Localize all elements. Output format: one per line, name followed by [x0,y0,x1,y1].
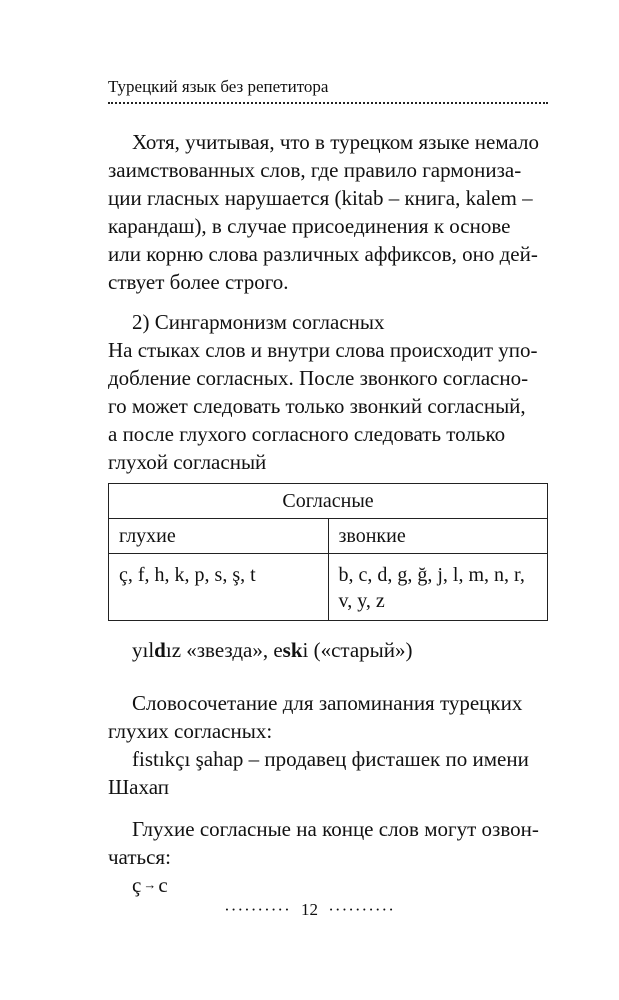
mnemonic-line: Словосочетание для запоминания турецких [132,691,523,715]
section2-line: добление согласных. После звонкого согласно- [108,366,529,390]
table-title: Согласные [109,484,548,519]
mnemonic-line: fistıkçı şahap – продавец фисташек по имени [132,747,529,771]
example-line [108,636,548,664]
para1-line: или корню слова различных аффиксов, оно дей- [108,242,538,266]
example-bold: d [154,638,166,662]
consonants-table [108,483,548,621]
example-part: yıl [132,638,155,662]
arrow-icon: → [143,877,157,892]
table-header-voiced: звонкие [328,519,548,554]
example-part: i («старый») [302,638,413,662]
table-cell-voiced [328,554,548,621]
mnemonic-line: глухих согласных: [108,719,273,743]
para1-line: ствует более строго. [108,270,289,294]
final-line: Глухие согласные на конце слов могут озвон- [132,817,539,841]
section-heading-consonant-harmony [108,308,548,336]
section2-line: глухой согласный [108,450,267,474]
running-header: Турецкий язык без репетитора [108,77,329,96]
section2-line: а после глухого согласного следовать только [108,422,506,446]
para1-line: заимствованных слов, где правило гармониза- [108,158,522,182]
example-words [108,636,548,664]
footer-dots-left: ·········· [224,900,291,919]
paragraph-borrowed-words [108,128,548,296]
section2-line: го может следовать только звонкий согласный, [108,394,526,418]
rule-to: c [158,873,168,897]
voiced-line: b, c, d, g, ğ, j, l, m, n, r, [338,564,525,586]
table-header-voiceless: глухие [109,519,329,554]
page-footer [0,900,619,920]
footer-dots-right: ·········· [328,900,395,919]
paragraph-final-devoicing [108,815,548,899]
paragraph-mnemonic [108,689,548,801]
rule-from: ç [132,873,142,897]
header-dotted-rule [108,102,548,104]
page-number: 12 [301,900,318,919]
example-bold: sk [282,638,303,662]
para1-line: ции гласных нарушается (kitab – книга, kalem – [108,186,533,210]
example-part: ız «звезда», e [165,638,283,662]
rule-line [108,871,548,899]
mnemonic-line: Шахап [108,775,170,799]
final-line: чаться: [108,845,171,869]
table-cell-voiceless: ç, f, h, k, p, s, ş, t [109,554,329,621]
section2-heading: 2) Сингармонизм согласных [132,310,385,334]
voiced-line: v, y, z [338,590,385,612]
paragraph-consonant-harmony [108,336,548,476]
section2-line: На стыках слов и внутри слова происходит упо- [108,338,538,362]
para1-line: карандаш), в случае присоединения к основе [108,214,511,238]
para1-line: Хотя, учитывая, что в турецком языке немало [132,130,539,154]
